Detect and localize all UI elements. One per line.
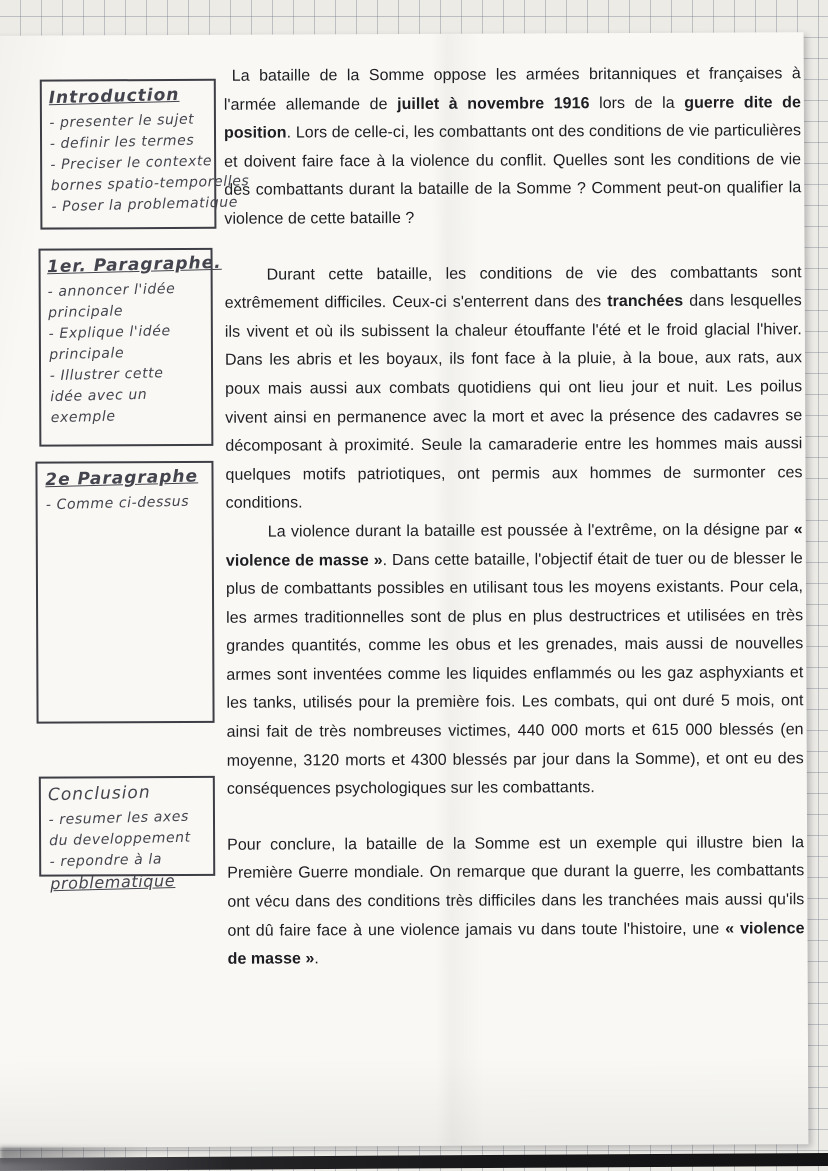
note-title: 2e Paragraphe	[45, 466, 199, 491]
note-line: - Explique l'idée	[48, 323, 171, 343]
note-line: problematique	[49, 871, 176, 894]
note-box-conclusion	[39, 776, 215, 894]
note-line: - definir les termes	[49, 132, 195, 153]
note-line: idée avec un	[50, 386, 148, 406]
essay-paragraph-conclusion: Pour conclure, la bataille de la Somme est un exemple qui illustre bien la Première Guerre mondiale. On remarque que durant la guerre, les combattants ont vécu dans des conditions très difficiles dans les tranchées mais aussi qu'ils ont dû faire face à une violence jamais vu dans toute l'histoire, une « violence de masse ».	[227, 834, 805, 968]
note-line: - Comme ci-dessus	[45, 493, 190, 514]
note-line: bornes spatio-temporelles	[50, 173, 250, 195]
essay-paragraph-development-1: Durant cette bataille, les conditions de vie des combattants sont extrêmement difficiles. Ceux-ci s'enterrent dans des tranchées dans lesquelles ils vivent et où ils subissent la chaleur étouffante l'été et le froid glacial l'hiver. Dans les abris et les boyaux, ils font face à la pluie, à la boue, aux rats, aux poux mais aussi aux combats quotidiens qui ont lieu jour et nuit. Les poilus vivent ainsi en permanence avec la mort et avec la présence des cadavres se décomposant à proximité. Seule la camaraderie entre les hommes mais aussi quelques motifs patriotiques, ont permis aux hommes de surmonter ces conditions.	[224, 263, 803, 513]
essay-paragraph-development-2: La violence durant la bataille est poussée à l'extrême, on la désigne par « violence de masse ». Dans cette bataille, l'objectif était de tuer ou de blesser le plus de combattants possibles en utilisant tous les moyens existants. Pour cela, les armes traditionnelles sont de plus en plus destructrices et utilisées en très grandes quantités, comme les obus et les grenades, mais aussi de nouvelles armes sont inventées comme les liquides enflammés ou les gaz asphyxiants et les tanks, utilisés pour la première fois. Les combats, qui ont duré 5 mois, ont ainsi fait de très nombreuses victimes, 440 000 morts et 615 000 blessés (en moyenne, 3120 morts et 4300 blessés par jour dans la Somme), et ont eu des conséquences psychologiques sur les combattants.	[225, 521, 804, 799]
essay-sheet	[0, 32, 808, 1148]
note-line: - Preciser le contexte	[50, 153, 213, 174]
note-box-paragraph-2	[35, 461, 214, 724]
note-line: - annoncer l'idée	[47, 280, 176, 301]
note-line: principale	[49, 345, 125, 364]
note-line: exemple	[50, 408, 116, 427]
note-line: - repondre à la	[49, 851, 163, 871]
photo-bottom-left-shadow	[0, 1147, 150, 1163]
note-line: - resumer les axes	[48, 808, 190, 829]
note-line: - Illustrer cette	[49, 365, 164, 385]
note-title: 1er. Paragraphe.	[46, 252, 222, 278]
note-line: du developpement	[48, 829, 191, 850]
note-line: principale	[47, 303, 124, 322]
note-title: Conclusion	[47, 782, 151, 806]
note-box-introduction	[40, 79, 250, 230]
essay-text-column	[224, 60, 805, 974]
note-line: - Poser la problematique	[51, 194, 239, 216]
note-line: - presenter le sujet	[49, 111, 195, 132]
note-title: Introduction	[48, 84, 180, 109]
essay-paragraph-introduction: La bataille de la Somme oppose les armées britanniques et françaises à l'armée allemande de juillet à novembre 1916 lors de la guerre dite de position. Lors de celle-ci, les combattants ont des conditions de vie particulières et doivent faire face à la violence du conflit. Quelles sont les conditions de vie des combattants durant la bataille de la Somme ? Comment peut-on qualifier la violence de cette bataille ?	[223, 65, 802, 228]
note-box-paragraph-1	[39, 248, 222, 447]
